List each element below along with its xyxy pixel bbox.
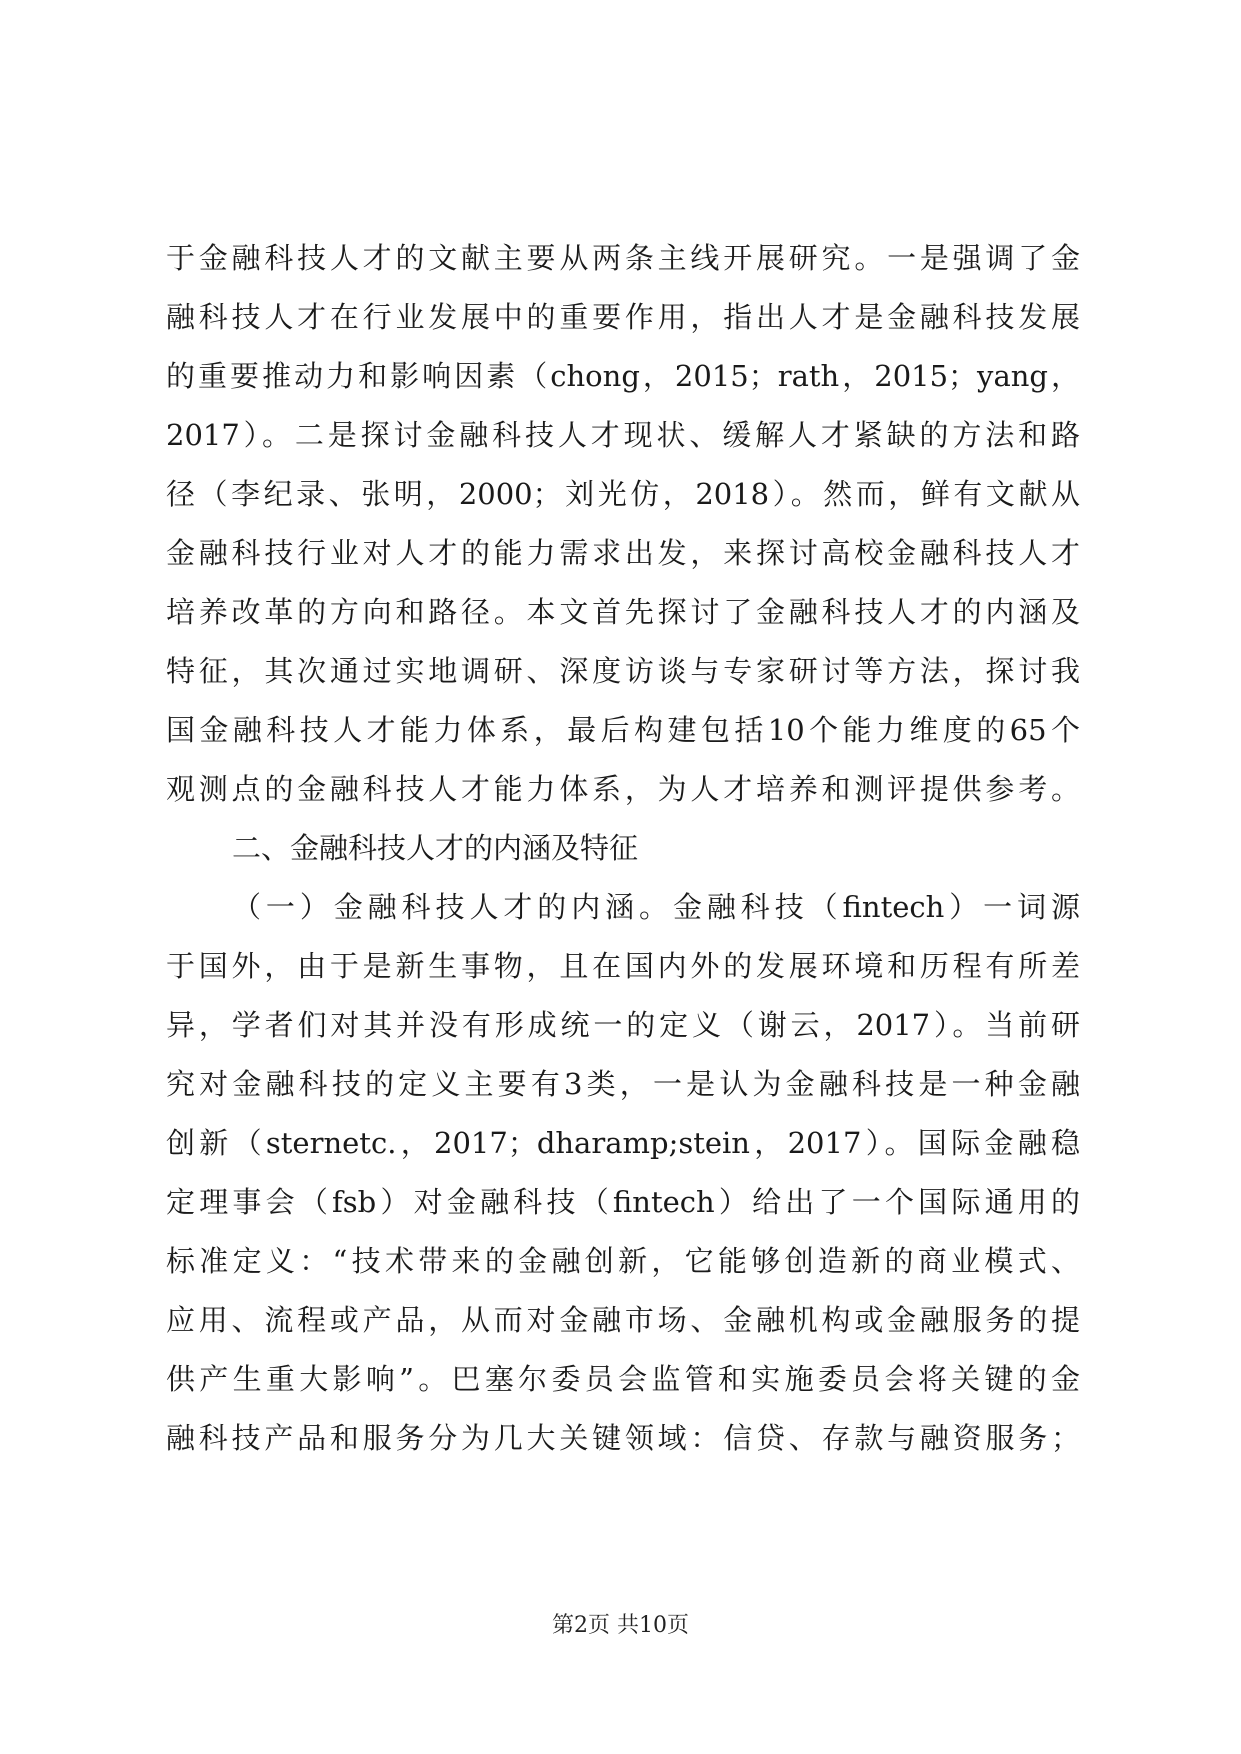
text-line: 观测点的金融科技人才能力体系，为人才培养和测评提供参考。 bbox=[166, 772, 1080, 806]
text-line: 创新（sternetc.，2017；dharamp;stein，2017）。国际金融稳 bbox=[166, 1126, 1080, 1160]
text-line: 的重要推动力和影响因素（chong，2015；rath，2015；yang， bbox=[166, 359, 1080, 393]
text-line: 定理事会（fsb）对金融科技（fintech）给出了一个国际通用的 bbox=[166, 1185, 1080, 1219]
text-line: （一）金融科技人才的内涵。金融科技（fintech）一词源 bbox=[232, 890, 1080, 924]
text-line: 径（李纪录、张明，2000；刘光仿，2018）。然而，鲜有文献从 bbox=[166, 477, 1080, 511]
text-line: 融科技产品和服务分为几大关键领域：信贷、存款与融资服务； bbox=[166, 1421, 1080, 1455]
text-line: 金融科技行业对人才的能力需求出发，来探讨高校金融科技人才 bbox=[166, 536, 1080, 570]
text-line: 异，学者们对其并没有形成统一的定义（谢云，2017）。当前研 bbox=[166, 1008, 1080, 1042]
text-line: 特征，其次通过实地调研、深度访谈与专家研讨等方法，探讨我 bbox=[166, 654, 1080, 688]
text-line: 供产生重大影响”。巴塞尔委员会监管和实施委员会将关键的金 bbox=[166, 1362, 1080, 1396]
text-line: 培养改革的方向和路径。本文首先探讨了金融科技人才的内涵及 bbox=[166, 595, 1080, 629]
section-heading: 二、金融科技人才的内涵及特征 bbox=[232, 831, 639, 865]
text-line: 标准定义：“技术带来的金融创新，它能够创造新的商业模式、 bbox=[166, 1244, 1080, 1278]
page-number-footer: 第2页 共10页 bbox=[552, 1613, 689, 1638]
body-text bbox=[166, 229, 1080, 1468]
text-line: 2017）。二是探讨金融科技人才现状、缓解人才紧缺的方法和路 bbox=[166, 418, 1080, 452]
text-line: 于国外，由于是新生事物，且在国内外的发展环境和历程有所差 bbox=[166, 949, 1080, 983]
text-line: 究对金融科技的定义主要有3类，一是认为金融科技是一种金融 bbox=[166, 1067, 1080, 1101]
text-line: 国金融科技人才能力体系，最后构建包括10个能力维度的65个 bbox=[166, 713, 1080, 747]
text-line: 应用、流程或产品，从而对金融市场、金融机构或金融服务的提 bbox=[166, 1303, 1080, 1337]
text-line: 融科技人才在行业发展中的重要作用，指出人才是金融科技发展 bbox=[166, 300, 1080, 334]
text-line: 于金融科技人才的文献主要从两条主线开展研究。一是强调了金 bbox=[166, 241, 1080, 275]
